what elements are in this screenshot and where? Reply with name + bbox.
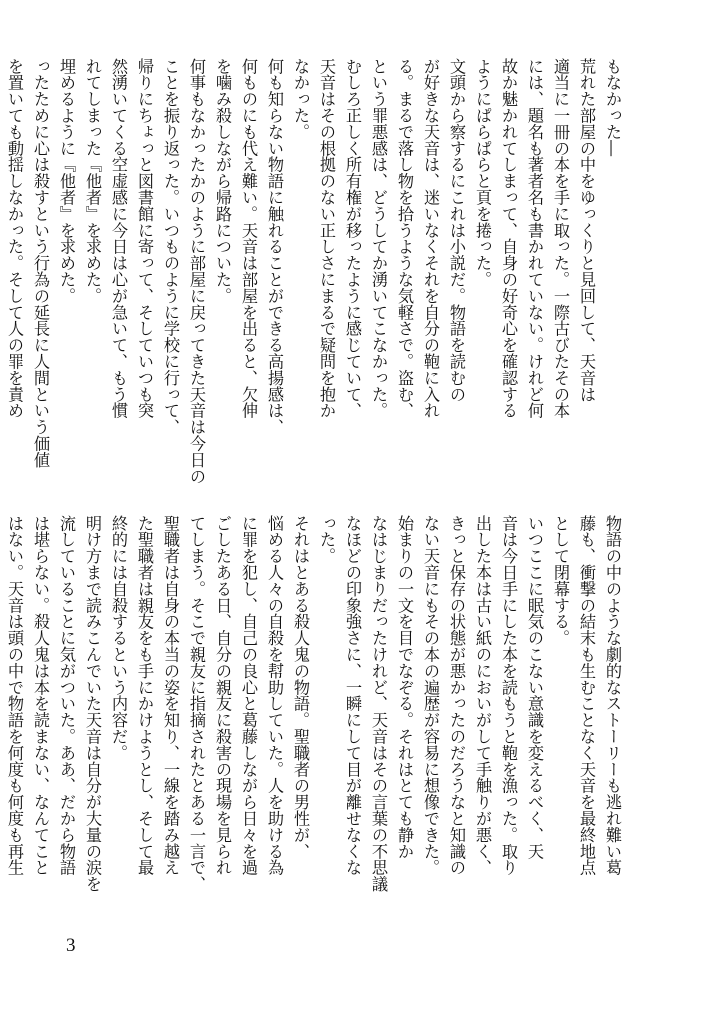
lower-text-column: 聖職者は自身の本当の姿を知り、一線を踏み越え	[161, 515, 180, 876]
lower-text-column: は堪らない。殺人鬼は本を読まない、なんてこと	[31, 515, 50, 876]
lower-text-column: てしまう。そこで親友に指摘されたとある一言で、	[187, 515, 206, 893]
lower-text-column: に罪を犯し、自己の良心と葛藤しながら日々を過	[239, 515, 258, 876]
lower-text-column: きっと保存の状態が悪かったのだろうなと知識の	[447, 515, 466, 876]
upper-text-column: 適当に一冊の本を手に取った。一際古びたその本	[551, 58, 570, 419]
upper-text-column: 何事もなかったかのように部屋に戻ってきた天音は今日の	[187, 58, 206, 485]
upper-text-column: を置いても動揺しなかった。そして人の罪を責め	[5, 58, 24, 419]
lower-text-column: 終的には自殺するという内容だ。	[109, 515, 128, 761]
upper-text-column: ったために心は殺すという行為の延長に人間という価値	[31, 58, 50, 468]
upper-text-column: ようにぱらぱらと頁を捲った。	[473, 58, 492, 288]
upper-text-column: 荒れた部屋の中をゆっくりと見回して、天音は	[577, 58, 596, 403]
upper-text-column: を噛み殺しながら帰路についた。	[213, 58, 232, 304]
lower-text-column: ない天音にもその本の遍歴が容易に想像できた。	[421, 515, 440, 876]
upper-text-column: 帰りにちょっと図書館に寄って、そしていつも突	[135, 58, 154, 419]
lower-text-column: なはじまりだったけれど、天音はその言葉の不思議	[369, 515, 388, 893]
lower-text-column: った。	[317, 515, 336, 565]
lower-text-column: はない。天音は頭の中で物語を何度も何度も再生	[5, 515, 24, 876]
upper-text-block	[5, 58, 622, 485]
lower-text-column: それはとある殺人鬼の物語。聖職者の男性が、	[291, 515, 310, 860]
upper-text-column: ことを振り返った。いつものように学校に行って、	[161, 58, 180, 436]
upper-text-column: 文頭から察するにこれは小説だ。物語を読むの	[447, 58, 466, 403]
lower-text-column: なほどの印象強さに、一瞬にして目が離せなくな	[343, 515, 362, 876]
lower-text-column: 流していることに気がついた。ああ、だから物語	[57, 515, 76, 876]
upper-text-column: むしろ正しく所有権が移ったように感じていて、	[343, 58, 362, 419]
lower-text-column: いつここに眠気のこない意識を変えるべく、天	[525, 515, 544, 860]
lower-text-column: 明け方まで読みこんでいた天音は自分が大量の涙を	[83, 515, 102, 893]
lower-text-column: 始まりの一文を目でなぞる。それはとても静か	[395, 515, 414, 860]
lower-text-column: 出した本は古い紙のにおいがして手触りが悪く、	[473, 515, 492, 876]
lower-text-column: として閉幕する。	[551, 515, 570, 647]
upper-text-column: が好きな天音は、迷いなくそれを自分の鞄に入れ	[421, 58, 440, 419]
upper-text-column: 故か魅かれてしまって、自身の好奇心を確認する	[499, 58, 518, 419]
upper-text-column: 何も知らない物語に触れることができる高揚感は、	[265, 58, 284, 436]
lower-text-column: 悩める人々の自殺を幇助していた。人を助ける為	[265, 515, 284, 876]
lower-text-block	[5, 515, 622, 905]
lower-text-column: 藤も、衝撃の結末も生むことなく天音を最終地点	[577, 515, 596, 876]
lower-text-column: 物語の中のような劇的なストーリーも逃れ難い葛	[603, 515, 622, 876]
upper-text-column: 何ものにも代え難い。天音は部屋を出ると、欠伸	[239, 58, 258, 419]
upper-text-column: もなかった―	[603, 58, 622, 157]
upper-text-column: なかった。	[291, 58, 310, 140]
lower-text-column: た聖職者は親友をも手にかけようとし、そして最	[135, 515, 154, 876]
upper-text-column: には、題名も著者名も書かれていない。けれど何	[525, 58, 544, 419]
lower-text-column: 音は今日手にした本を読もうと鞄を漁った。取り	[499, 515, 518, 876]
upper-text-column: 天音はその根拠のない正しさにまるで疑問を抱か	[317, 58, 336, 419]
lower-text-column: ごしたある日、自分の親友に殺害の現場を見られ	[213, 515, 232, 876]
upper-text-column: という罪悪感は、どうしてか湧いてこなかった。	[369, 58, 388, 419]
page-number: 3	[66, 935, 76, 956]
upper-text-column: れてしまった『他者』を求めた。	[83, 58, 102, 304]
upper-text-column: る。まるで落し物を拾うような気軽さで。盗む、	[395, 58, 414, 419]
upper-text-column: 埋めるように『他者』を求めた。	[57, 58, 76, 304]
upper-text-column: 然湧いてくる空虚感に今日は心が急いて、もう慣	[109, 58, 128, 419]
